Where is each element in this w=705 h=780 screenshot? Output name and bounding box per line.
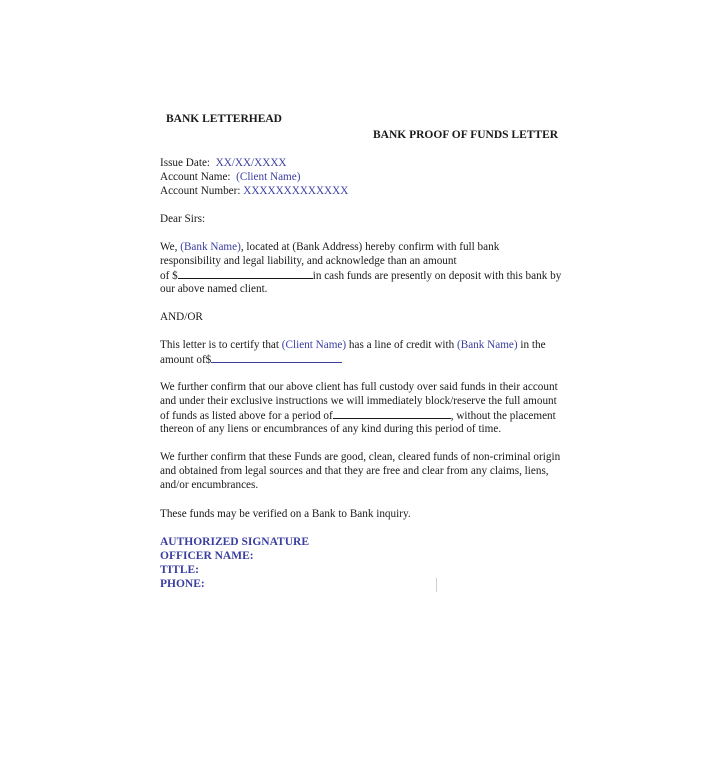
phone-label: PHONE: [160,578,205,590]
para5-line: These funds may be verified on a Bank to Bank inquiry. [160,508,411,520]
para1-line2: responsibility and legal liability, and acknowledge than an amount [160,255,457,267]
para2-text: amount of$ [160,354,212,366]
amount-blank[interactable] [178,268,313,279]
para1-text: of $ [160,270,178,282]
bank-name-placeholder: (Bank Name) [180,241,241,253]
account-name-value: (Client Name) [236,171,301,183]
para2-text: has a line of credit with [348,339,455,351]
faint-divider [436,578,437,592]
bank-name-placeholder: (Bank Name) [457,339,518,351]
para1-text: in cash funds are presently on deposit with this bank by [312,270,562,282]
para3-text: of funds as listed above for a period of [160,410,333,422]
para3-line1: We further confirm that our above client has full custody over said funds in their account [160,381,558,393]
period-blank[interactable] [333,408,451,419]
para2-line1 [160,338,546,352]
para2-text: This letter is to certify that [160,339,279,351]
para2-line2 [160,352,342,367]
credit-amount-blank[interactable] [211,352,342,363]
letter-title: BANK PROOF OF FUNDS LETTER [373,129,559,141]
para3-text: , without the placement [450,410,556,422]
account-name-label: Account Name: [160,171,231,183]
bank-letterhead: BANK LETTERHEAD [166,113,282,125]
para4-line1: We further confirm that these Funds are good, clean, cleared funds of non-criminal origin [160,451,561,463]
para3-line2: and under their exclusive instructions we will immediately block/reserve the full amount [160,395,557,407]
para4-line3: and/or encumbrances. [160,479,259,491]
issue-date-row [160,156,286,170]
authorized-signature-label: AUTHORIZED SIGNATURE [160,536,309,548]
salutation: Dear Sirs: [160,213,206,225]
issue-date-label: Issue Date: [160,157,211,169]
and-or-text: AND/OR [160,311,203,323]
client-name-placeholder: (Client Name) [281,339,347,351]
para4-line2: and obtained from legal sources and that they are free and clear from any claims, liens, [160,465,549,477]
para1-line1 [160,240,499,254]
para3-line4: thereon of any liens or encumbrances of any kind during this period of time. [160,423,502,435]
account-name-row [160,170,300,184]
title-label: TITLE: [160,564,199,576]
officer-name-label: OFFICER NAME: [160,550,254,562]
para1-text: , located at (Bank Address) hereby confirm with full bank [240,241,500,253]
para1-text: We, [160,241,178,253]
account-number-value: XXXXXXXXXXXXX [243,185,349,197]
account-number-label: Account Number: [160,185,241,197]
para1-line4: our above named client. [160,283,268,295]
para2-text: in the [520,339,546,351]
para1-line3 [160,268,561,283]
para3-line3 [160,408,556,423]
account-number-row [160,184,348,198]
issue-date-value: XX/XX/XXXX [215,157,287,169]
